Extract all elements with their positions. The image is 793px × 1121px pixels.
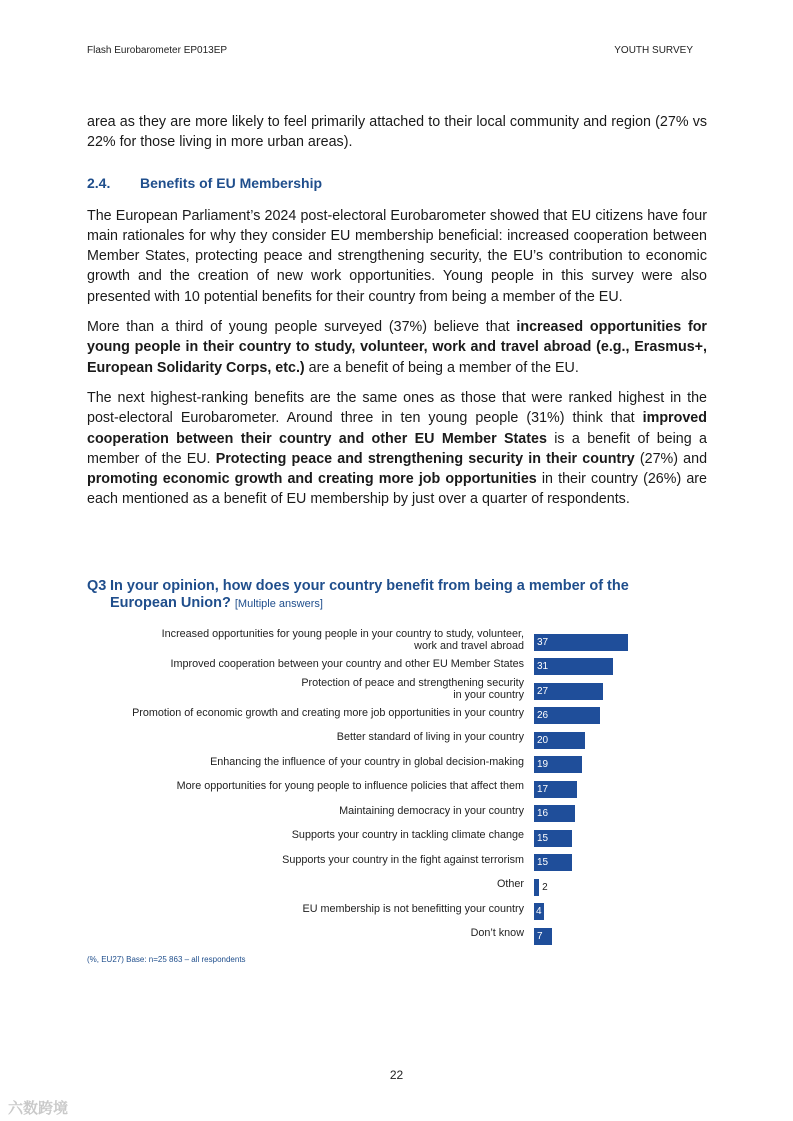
chart-category-label: Maintaining democracy in your country	[339, 804, 524, 817]
watermark: 六数跨境	[8, 1100, 69, 1117]
bar-chart	[87, 622, 707, 952]
p3-bold-2: Protecting peace and strengthening security in their country	[215, 450, 635, 467]
chart-value-label: 7	[537, 930, 543, 942]
chart-category-label: Better standard of living in your country	[336, 731, 524, 743]
chart-value-label: 19	[537, 759, 549, 770]
chart-value-label: 4	[536, 906, 542, 917]
chart-base-note: (%, EU27) Base: n=25 863 – all respondents	[87, 955, 246, 964]
chart-category-label: Improved cooperation between your country and other EU Member States	[170, 657, 524, 670]
chart-value-label: 31	[537, 661, 549, 672]
chart-bar	[534, 879, 539, 896]
chart-category-label: Promotion of economic growth and creating more job opportunities in your country	[132, 706, 524, 719]
chart-title-note: [Multiple answers]	[234, 598, 323, 610]
chart-value-label: 26	[537, 710, 549, 721]
chart-category-label: Other	[496, 878, 524, 890]
chart-category-label: Supports your country in the fight against terrorism	[282, 853, 524, 866]
paragraph-2	[87, 317, 707, 378]
p3-bold-3: promoting economic growth and creating more job opportunities	[87, 471, 537, 488]
section-title: Benefits of EU Membership	[140, 174, 323, 191]
section-number: 2.4.	[87, 174, 111, 191]
chart-value-label: 15	[537, 832, 549, 844]
chart-category-label: Supports your country in tackling climate change	[291, 829, 524, 841]
header-right: YOUTH SURVEY	[614, 45, 693, 56]
chart-category-label: Don’t know	[470, 927, 524, 939]
chart-category-label: Enhancing the influence of your country in global decision-making	[210, 755, 524, 768]
chart-value-label: 27	[537, 685, 549, 697]
chart-category-label: EU membership is not benefitting your country	[302, 902, 524, 915]
intro-paragraph: area as they are more likely to feel primarily attached to their local community and region (27% vs 22% for those living in more urban areas).	[87, 114, 707, 151]
chart-question-number: Q3	[87, 578, 107, 594]
p3-text-4: in their country (26%) are each mentioned as a benefit of EU membership by just over a quarter of respondents.	[87, 471, 707, 508]
p2-text-end: are a benefit of being a member of the EU.	[304, 359, 579, 376]
document-body	[87, 112, 707, 510]
page-number: 22	[389, 1068, 404, 1082]
p2-bold: increased opportunities for young people in their country to study, volunteer, work and travel abroad (e.g., Erasmus+, European Solidarity Corps, etc.)	[87, 319, 707, 376]
p3-bold-1: improved cooperation between their country and other EU Member States	[87, 410, 707, 447]
header-left: Flash Eurobarometer EP013EP	[87, 45, 228, 56]
p3-text-2: is a benefit of being a member of the EU.	[87, 430, 707, 467]
chart-category-label: More opportunities for young people to influence policies that affect them	[176, 780, 524, 792]
chart-category-label: Protection of peace and strengthening security in your country	[301, 677, 524, 701]
chart-title	[87, 578, 692, 613]
chart-value-label: 2	[542, 881, 548, 893]
chart-value-label: 20	[537, 734, 549, 746]
paragraph-3	[87, 388, 707, 510]
chart-value-label: 17	[537, 783, 549, 795]
paragraph-1: The European Parliament’s 2024 post-electoral Eurobarometer showed that EU citizens have four main rationales for why they consider EU membership beneficial: increased cooperation between Member States, protecting peace and strengthening security, the EU’s contribution to economic growth and the creation of new work opportunities. Young people in this survey were also presented with 10 potential benefits for their country from being a member of the EU.	[87, 207, 707, 305]
p3-text-3: (27%) and	[634, 450, 708, 467]
chart-value-label: 15	[537, 857, 549, 868]
chart-category-label: Increased opportunities for young people in your country to study, volunteer, work and travel abroad	[161, 628, 524, 652]
chart-value-label: 37	[537, 636, 549, 648]
chart-title-line-2: European Union?	[110, 595, 231, 611]
chart-title-line-1: In your opinion, how does your country benefit from being a member of the	[110, 578, 629, 594]
chart-value-label: 16	[537, 808, 549, 819]
section-heading	[87, 175, 707, 191]
p3-text-1: The next highest-ranking benefits are the same ones as those that were ranked highest in the post-electoral Eurobarometer. Around three in ten young people (31%) think that	[87, 389, 707, 427]
p2-text: More than a third of young people surveyed (37%) believe that	[87, 319, 517, 336]
